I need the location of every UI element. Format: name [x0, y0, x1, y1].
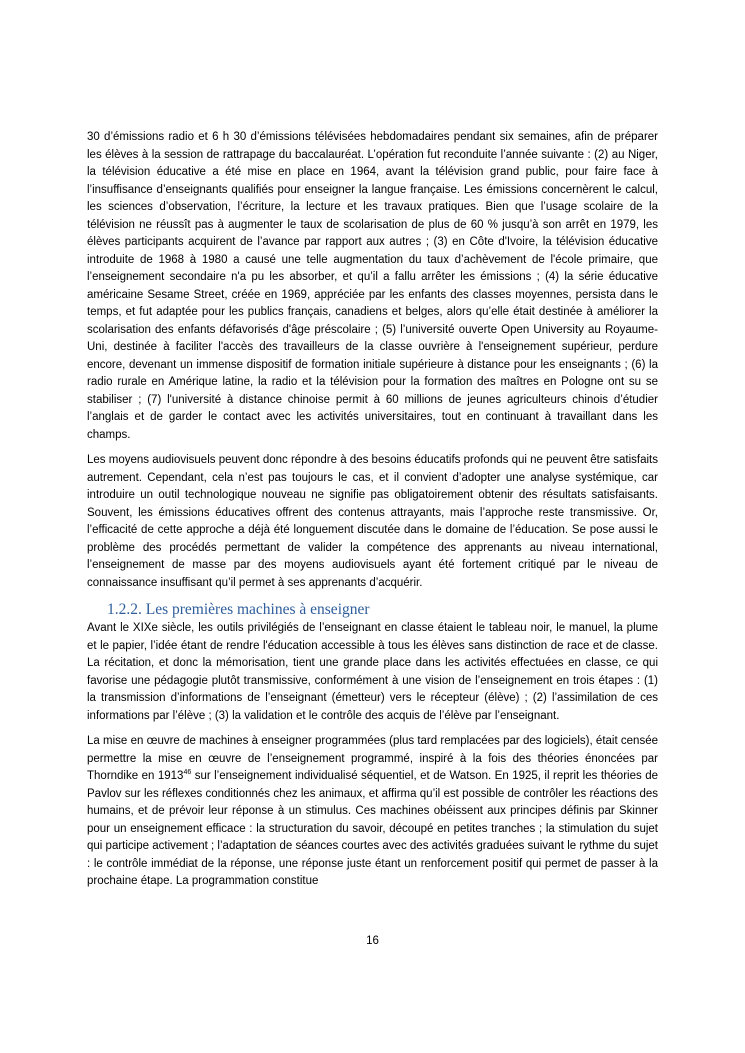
paragraph-media-examples: 30 d’émissions radio et 6 h 30 d’émissions télévisées hebdomadaires pendant six semaines, afin de préparer les élèves à la session de rattrapage du baccalauréat. L’opération fut reconduite l’année suivante : (2) au Niger, la télévision éducative a été mise en place en 1964, avant la télévision grand public, pour faire face à l’insuffisance d’enseignants qualifiés pour enseigner la langue française. Les émissions concernèrent le calcul, les sciences d’observation, l’écriture, la lecture et les travaux pratiques. Bien que l’usage scolaire de la télévision ne réussît pas à augmenter le taux de scolarisation de plus de 60 % jusqu’à son arrêt en 1979, les élèves participants acquirent de l’avance par rapport aux autres ; (3) en Côte d'Ivoire, la télévision éducative introduite de 1968 à 1980 a causé une telle augmentation du taux d’achèvement de l'école primaire, que l’enseignement secondaire n'a pu les absorber, et qu’il a fallu arrêter les émissions ; (4) la série éducative américaine Sesame Street, créée en 1969, appréciée par les enfants des classes moyennes, persista dans le temps, et fut adaptée pour les publics français, canadiens et belges, alors qu’elle était destinée à améliorer la scolarisation des enfants défavorisés d'âge préscolaire ; (5) l’université ouverte Open University au Royaume-Uni, destinée à faciliter l'accès des travailleurs de la classe ouvrière à l'enseignement supérieur, perdure encore, devenant un immense dispositif de formation initiale supérieure à distance pour les enseignants ; (6) la radio rurale en Amérique latine, la radio et la télévision pour la formation des maîtres en Pologne ont su se stabiliser ; (7) l'université à distance chinoise permit à 60 millions de jeunes agriculteurs chinois d’étudier l’anglais et de garder le contact avec les activités universitaires, tout en continuant à travaillant dans les champs. — [87, 131, 658, 441]
paragraph-teaching-machines — [87, 733, 658, 891]
page-body — [87, 129, 658, 899]
section-heading: 1.2.2. Les premières machines à enseigner — [107, 601, 370, 618]
footnote-reference[interactable]: 46 — [183, 769, 192, 777]
page-number: 16 — [366, 935, 379, 947]
paragraph-audiovisual-limits: Les moyens audiovisuels peuvent donc répondre à des besoins éducatifs profonds qui ne peuvent être satisfaits autrement. Cependant, cela n’est pas toujours le cas, et il convient d’adopter une analyse systémique, car introduire un outil technologique nouveau ne signifie pas obligatoirement obtenir des résultats satisfaisants. Souvent, les émissions éducatives offrent des contenus attrayants, mais l’approche reste transmissive. Or, l’efficacité de cette approche a déjà été longuement discutée dans le domaine de l’éducation. Se pose aussi le problème des procédés permettant de valider la compétence des apprenants au niveau international, l’enseignement de masse par des moyens audiovisuels ayant été fortement critiqué par le niveau de connaissance insuffisant qu’il permet à ses apprenants d’acquérir. — [87, 454, 658, 589]
paragraph-nineteenth-century: Avant le XIXe siècle, les outils privilégiés de l’enseignant en classe étaient le tableau noir, le manuel, la plume et le papier, l’idée étant de rendre l'éducation accessible à tous les élèves sans distinction de race et de classe. La récitation, et donc la mémorisation, tient une grande place dans les activités effectuées en classe, ce qui favorise une pédagogie plutôt transmissive, conformément à une vision de l’enseignement en trois étapes : (1) la transmission d’informations de l’enseignant (émetteur) vers le récepteur (élève) ; (2) l’assimilation de ces informations par l’élève ; (3) la validation et le contrôle des acquis de l’élève par l’enseignant. — [87, 622, 658, 722]
teaching-machines-text-end: sur l’enseignement individualisé séquentiel, et de Watson. En 1925, il reprit les théories de Pavlov sur les réflexes conditionnés chez les animaux, et affirma qu’il est possible de contrôler les réactions des humains, et de prévoir leur réponse à un stimulus. Ces machines obéissent aux principes définis par Skinner pour un enseignement efficace : la structuration du savoir, découpé en petites tranches ; la stimulation du sujet qui participe activement ; l’adaptation de séances courtes avec des activités graduées suivant le rythme du sujet : le contrôle immédiat de la réponse, une réponse juste étant un renforcement positif qui permet de passer à la prochaine étape. La programmation constitue — [87, 770, 658, 887]
teaching-machines-text-start: La mise en œuvre de machines à enseigner programmées (plus tard remplacées par des logiciels), était censée permettre la mise en œuvre de l’enseignement programmé, inspiré à la fois des théories énoncées par Thorndike en 1913 — [87, 735, 658, 782]
